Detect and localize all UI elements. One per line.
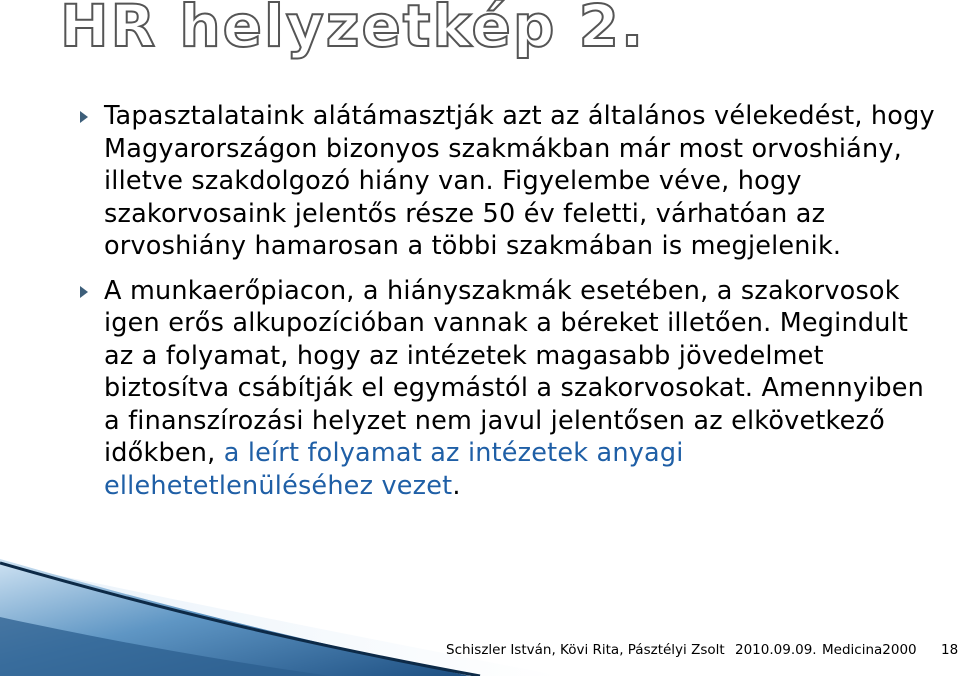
footer-conference: Medicina2000 — [822, 642, 917, 658]
bullet-list — [78, 100, 938, 502]
bullet-item — [78, 100, 938, 263]
bullet-text: Tapasztalataink alátámasztják azt az általános vélekedést, hogy Magyarországon bizonyos szakmákban már most orvoshiány, illetve szakdolgozó hiány van. Figyelembe véve, hogy szakorvosaink jelentős része 50 év feletti, várhatóan az orvoshiány hamarosan a többi szakmában is megjelenik. — [104, 101, 935, 261]
triangle-bullet-icon — [80, 286, 88, 298]
bullet-text-end: . — [452, 470, 461, 501]
bullet-text: A munkaerőpiacon, a hiányszakmák esetében, a szakorvosok igen erős alkupozícióban vannak a béreket illetően. Megindult az a folyamat, hogy az intézetek magasabb jövedelmet biztosítva csábítják el egymástól a szakorvosokat. Amennyiben a finanszírozási helyzet nem javul jelentősen az elkövetkező időkben, — [104, 275, 925, 468]
footer-authors: Schiszler István, Kövi Rita, Pásztélyi Zsolt — [446, 642, 725, 658]
highlighted-text: a leírt folyamat az intézetek anyagi ellehetetlenüléséhez vezet — [104, 438, 684, 501]
footer-page-number: 18 — [941, 642, 959, 658]
triangle-bullet-icon — [80, 111, 88, 123]
slide-title: HR helyzetkép 2. — [60, 0, 645, 60]
bullet-item — [78, 275, 938, 503]
footer-date: 2010.09.09. — [735, 642, 817, 658]
